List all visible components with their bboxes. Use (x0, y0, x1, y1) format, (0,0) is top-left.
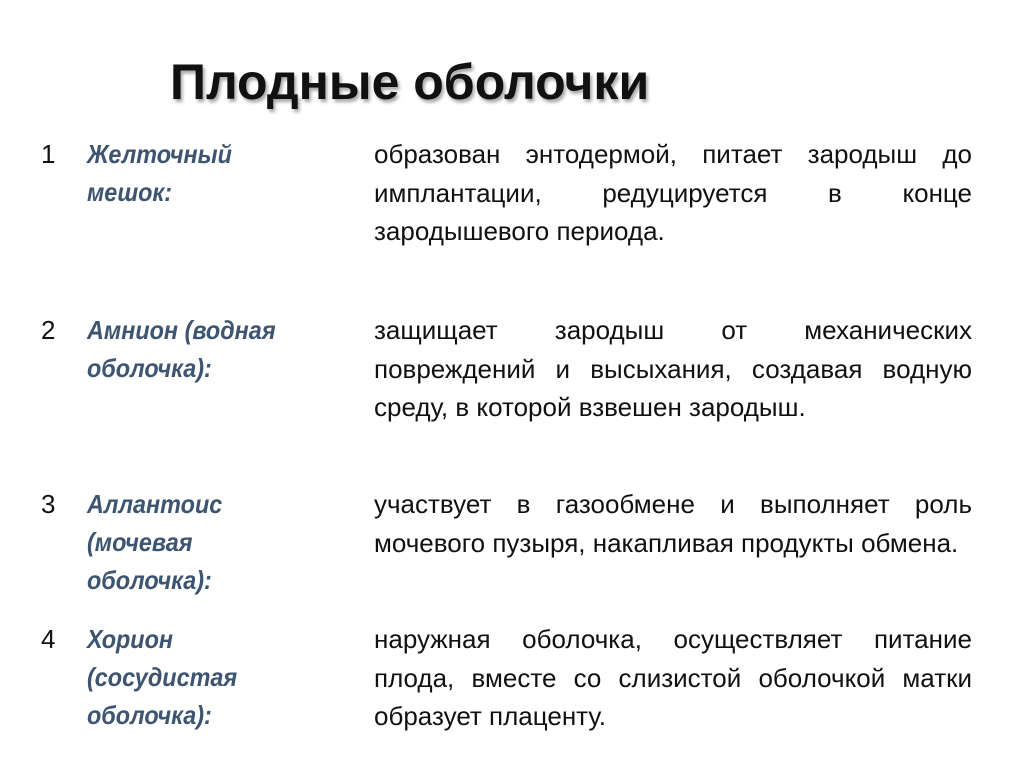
membrane-term: Хорион (сосудистая оболочка): (87, 624, 238, 730)
row-number: 1 (41, 139, 56, 169)
membrane-term: Аллантоис (мочевая оболочка): (87, 489, 223, 595)
row-number: 2 (41, 315, 56, 345)
membrane-description: участвует в газообмене и выполняет роль мочевого пузыря, накапливая продукты обмена. (374, 489, 972, 558)
row-number: 4 (41, 624, 56, 654)
membrane-description: наружная оболочка, осуществляет питание плода, вместе со слизистой оболочкой матки образует плаценту. (374, 624, 972, 731)
slide-title: Плодные оболочки (170, 54, 650, 110)
membrane-term: Амнион (водная оболочка): (87, 315, 276, 383)
membrane-description: образован энтодермой, питает зародыш до имплантации, редуцируется в конце зародышевого периода. (374, 139, 972, 246)
row-number: 3 (41, 489, 56, 519)
membrane-description: защищает зародыш от механических повреждений и высыхания, создавая водную среду, в которой взвешен зародыш. (374, 315, 972, 422)
membrane-term: Желточный мешок: (87, 139, 232, 207)
